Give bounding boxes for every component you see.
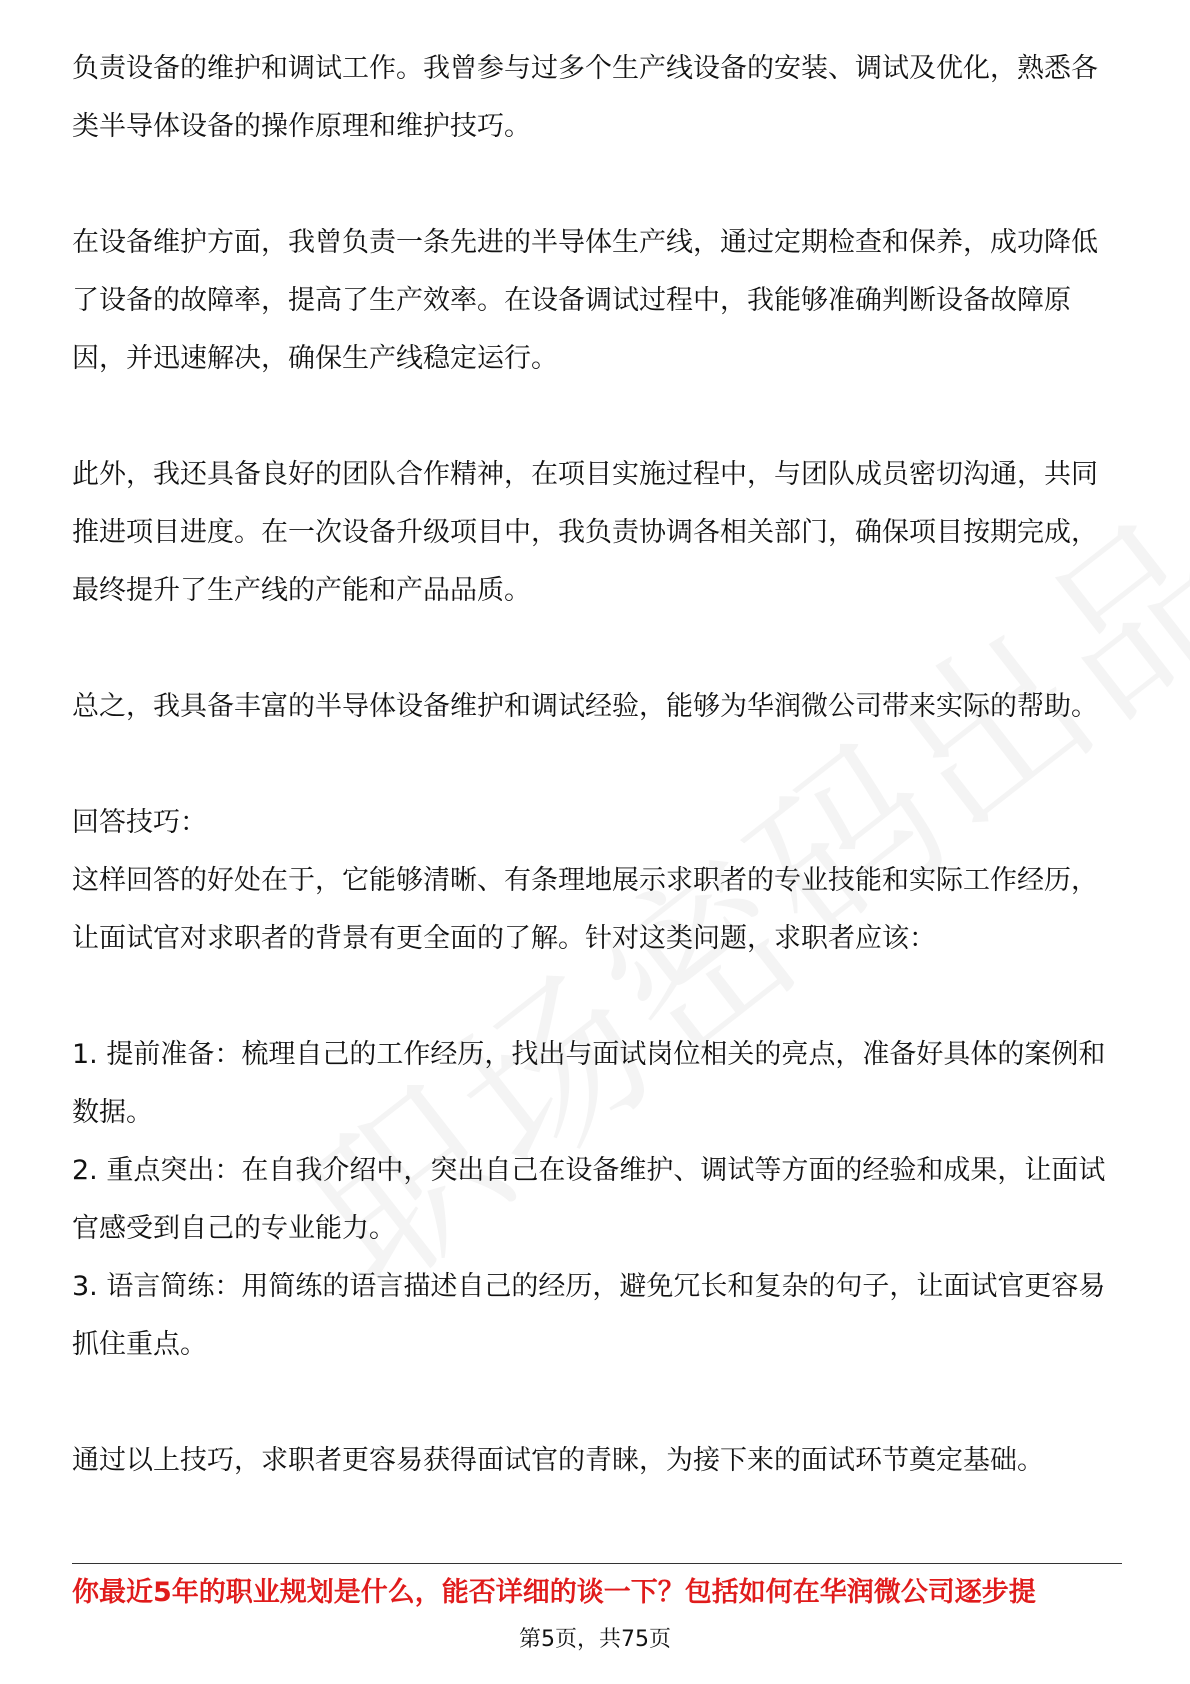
paragraph-experience: 负责设备的维护和调试工作。我曾参与过多个生产线设备的安装、调试及优化，熟悉各类半导体设备的操作原理和维护技巧。 [72,53,1098,142]
paragraph-maintenance: 在设备维护方面，我曾负责一条先进的半导体生产线，通过定期检查和保养，成功降低了设备的故障率，提高了生产效率。在设备调试过程中，我能够准确判断设备故障原因，并迅速解决，确保生产线稳定运行。 [72,227,1098,374]
paragraph-tips-intro: 这样回答的好处在于，它能够清晰、有条理地展示求职者的专业技能和实际工作经历，让面试官对求职者的背景有更全面的了解。针对这类问题，求职者应该： [72,865,1098,954]
answer-body [72,40,1122,1490]
paragraph-summary: 总之，我具备丰富的半导体设备维护和调试经验，能够为华润微公司带来实际的帮助。 [72,691,1098,722]
page-number: 第5页，共75页 [519,1627,671,1652]
paragraph-gap [72,156,1122,214]
paragraph-gap [72,620,1122,678]
tip-item-1: 1. 提前准备：梳理自己的工作经历，找出与面试岗位相关的亮点，准备好具体的案例和数据。 [72,1039,1106,1128]
tip-item-2: 2. 重点突出：在自我介绍中，突出自己在设备维护、调试等方面的经验和成果，让面试官感受到自己的专业能力。 [72,1155,1106,1244]
tips-heading: 回答技巧： [72,807,207,838]
paragraph-gap [72,736,1122,794]
paragraph-gap [72,1374,1122,1432]
next-question-heading: 你最近5年的职业规划是什么，能否详细的谈一下？包括如何在华润微公司逐步提 [72,1577,1036,1608]
paragraph-gap [72,388,1122,446]
paragraph-teamwork: 此外，我还具备良好的团队合作精神，在项目实施过程中，与团队成员密切沟通，共同推进项目进度。在一次设备升级项目中，我负责协调各相关部门，确保项目按期完成，最终提升了生产线的产能和产品品质。 [72,459,1098,606]
tip-item-3: 3. 语言简练：用简练的语言描述自己的经历，避免冗长和复杂的句子，让面试官更容易抓住重点。 [72,1271,1106,1360]
section-divider [72,1563,1122,1564]
paragraph-gap [72,968,1122,1026]
paragraph-conclusion: 通过以上技巧，求职者更容易获得面试官的青睐，为接下来的面试环节奠定基础。 [72,1445,1044,1476]
